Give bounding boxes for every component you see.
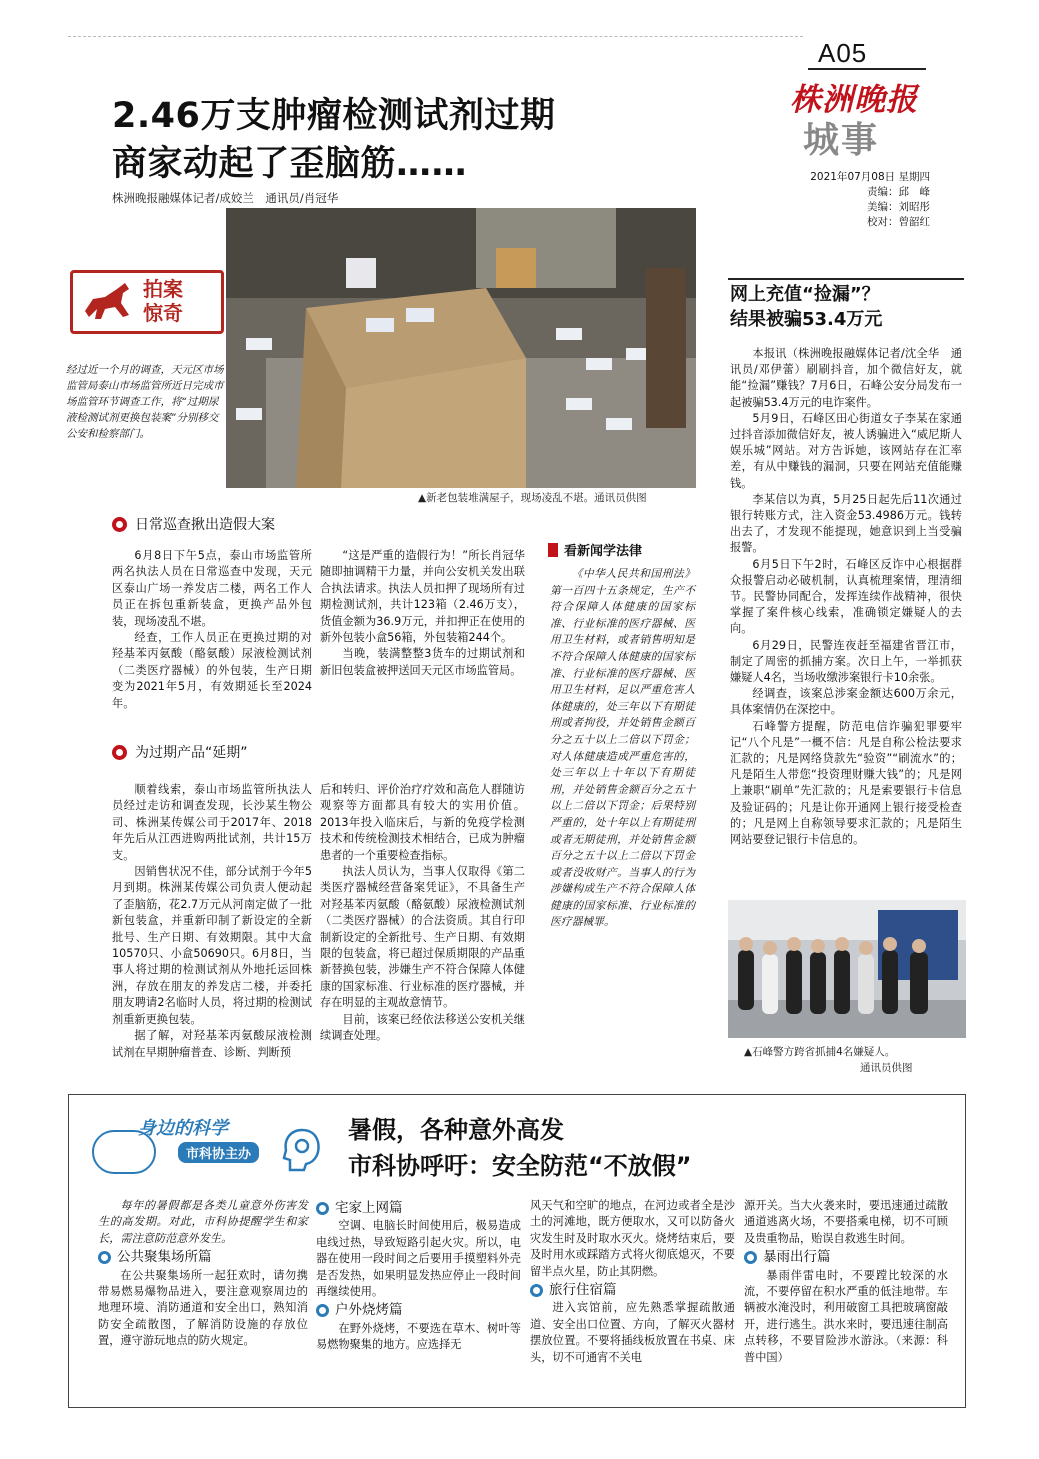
paragraph: 石峰警方提醒，防范电信诈骗犯罪要牢记“八个凡是”一概不信：凡是自称公检法要求汇款的；凡是网络贷款先“验资”“刷流水”的；凡是陌生人带您“投资理财赚大钱”的；凡是网上兼职“刷单”先汇款的；凡是索要银行卡信息及验证码的；凡是让你开通网上银行接受检查的；凡是网上自称领导要求汇款的；凡是陌生网站要登记银行卡信息的。 bbox=[730, 719, 962, 847]
sec2-column-2 bbox=[320, 782, 525, 1045]
law-header-text: 看新闻学法律 bbox=[564, 544, 643, 559]
main-headline-line1: 2.46万支肿瘤检测试剂过期 bbox=[112, 96, 556, 136]
main-byline: 株洲晚报融媒体记者/成姣兰 通讯员/肖冠华 bbox=[112, 191, 339, 205]
paragraph: 后和转归、评价治疗疗效和高危人群随访观察等方面都具有较大的实用价值。2013年投入临床后，与新的免疫学检测技术和传统检测技术相结合，已成为肿瘤患者的一个重要检查指标。 bbox=[320, 783, 525, 862]
horse-icon bbox=[79, 277, 139, 327]
case-stamp bbox=[70, 270, 224, 334]
box-intro: 每年的暑假都是各类儿童意外伤害发生的高发期。对此，市科协提醒学生和家长，需注意防范意外发生。 bbox=[98, 1199, 308, 1245]
bullet-icon bbox=[530, 1284, 543, 1297]
designer-credit: 美编：刘昭彤 bbox=[867, 201, 930, 213]
subhead-public-text: 公共聚集场所篇 bbox=[117, 1249, 212, 1266]
side-headline bbox=[730, 282, 950, 332]
publish-date: 2021年07月08日 星期四 bbox=[810, 171, 930, 183]
subhead-1 bbox=[112, 514, 275, 534]
sec2-column-1 bbox=[112, 782, 312, 1061]
sec1-column-1 bbox=[112, 548, 312, 712]
paragraph: 执法人员认为，当事人仅取得《第二类医疗器械经营备案凭证》，不具备生产对羟基苯丙氨酸（酪氨酸）尿液检测试剂（二类医疗器械）的合法资质。其自行印制新设定的全新批号、生产日期、有效期限的包装盒，将已超过保质期限的产品重新替换包装，涉嫌生产不符合保障人体健康的国家标准、行业标准的医疗器械，并存在明显的主观故意情节。 bbox=[320, 865, 525, 1010]
bullet-icon bbox=[98, 1251, 111, 1264]
science-logo-title: 身边的科学 bbox=[138, 1118, 228, 1139]
law-text bbox=[550, 566, 695, 931]
subhead-bbq bbox=[316, 1302, 521, 1318]
side-body bbox=[730, 346, 962, 848]
editor-credit: 责编：邱 峰 bbox=[867, 186, 930, 198]
boxes-scene-illustration bbox=[226, 208, 696, 488]
main-lead: 经过近一个月的调查，天元区市场监管局泰山市场监管所近日完成市场监管环节调查工作，将“过期尿液检测试剂更换包装案”分别移交公安和检察部门。 bbox=[66, 364, 224, 440]
subhead-public bbox=[98, 1249, 308, 1265]
paragraph: 在野外烧烤，不要选在草木、树叶等易燃物聚集的地方。应选择无 bbox=[316, 1321, 521, 1352]
subhead-storm bbox=[744, 1249, 948, 1265]
main-photo bbox=[226, 208, 696, 488]
head-gear-icon bbox=[282, 1128, 322, 1174]
paragraph: 6月5日下午2时，石峰区反诈中心根据群众报警启动必破机制，认真梳理案情，理清细节。民警协同配合，发挥连续作战精神，很快掌握了案件核心线索，准确锁定嫌疑人的去向。 bbox=[730, 557, 962, 636]
bullet-icon bbox=[112, 517, 127, 532]
stamp-text bbox=[143, 277, 183, 325]
box-column-1 bbox=[98, 1198, 308, 1350]
paragraph: 暴雨伴雷电时，不要蹚比较深的水流，不要停留在积水严重的低洼地带。车辆被水淹没时，利用破窗工具把玻璃窗敲开，进行逃生。洪水来时，要迅速往制高点转移，不要冒险涉水游泳。（来源：科普中国） bbox=[744, 1268, 948, 1364]
section-title: 城事 bbox=[803, 119, 880, 161]
bullet-icon bbox=[316, 1202, 329, 1215]
paragraph: 进入宾馆前，应先熟悉掌握疏散通道、安全出口位置、方向，了解灭火器材摆放位置。不要将插线板放置在书桌、床头，切不可通宵不关电 bbox=[530, 1301, 735, 1364]
side-headline-line1: 网上充值“捡漏”？ bbox=[730, 284, 880, 305]
stamp-left-text: 拍案 bbox=[143, 277, 183, 301]
paragraph: 在公共聚集场所一起狂欢时，请勿携带易燃易爆物品进入，要注意观察周边的地理环境、消防通道和安全出口，熟知消防安全疏散图，了解消防设施的存放位置，遵守游玩地点的防火规定。 bbox=[98, 1268, 308, 1348]
side-photo bbox=[728, 900, 966, 1038]
side-headline-line2: 结果被骗53.4万元 bbox=[730, 309, 883, 330]
paragraph: 本报讯（株洲晚报融媒体记者/沈全华 通讯员/邓伊蕾）刷刷抖音，加个微信好友，就能“捡漏”赚钱？7月6日，石峰公安分局发布一起被骗53.4万元的电诈案件。 bbox=[730, 347, 962, 409]
subhead-hotel bbox=[530, 1282, 735, 1298]
main-photo-caption: ▲新老包装堆满屋子，现场凌乱不堪。通讯员供图 bbox=[418, 492, 647, 504]
side-headline-rule bbox=[728, 278, 964, 280]
stamp-right-text: 惊奇 bbox=[143, 301, 183, 325]
box-column-4 bbox=[744, 1198, 948, 1366]
paragraph: 因销售状况不佳，部分试剂于今年5月到期。株洲某传媒公司负责人便动起了歪脑筋，花2.7万元从河南定做了一批新包装盒，并重新印制了新设定的全新批号、生产日期、有效期限。其中大盒10570只、小盒50690只。6月8日，当事人将过期的检测试剂从外地托运回株洲，存放在朋友的养发店二楼，并委托朋友聘请2名临时人员，将过期的检测试剂重新更换包装。 bbox=[112, 865, 312, 1026]
subhead-2 bbox=[112, 742, 248, 762]
side-photo-credit: 通讯员供图 bbox=[860, 1062, 913, 1074]
paragraph: 空调、电脑长时间使用后，极易造成电线过热，导致短路引起火灾。所以，电器在使用一段时间之后要用手摸塑料外壳是否发热，如果明显发热应停止一段时间再继续使用。 bbox=[316, 1219, 521, 1299]
law-flag-icon bbox=[548, 543, 558, 557]
subhead-home bbox=[316, 1200, 521, 1216]
main-headline-line2: 商家动起了歪脑筋…… bbox=[112, 144, 468, 184]
paragraph: 顺着线索，泰山市场监管所执法人员经过走访和调查发现，长沙某生物公司、株洲某传媒公司于2017年、2018年先后从江西进购两批试剂，共计15万支。 bbox=[112, 783, 312, 862]
box-column-3 bbox=[530, 1198, 735, 1366]
top-rule bbox=[68, 36, 803, 37]
paragraph: 当晚，装满整整3货车的过期试剂和新旧包装盒被押送回天元区市场监管局。 bbox=[320, 647, 525, 677]
paragraph: 6月8日下午5点，泰山市场监管所两名执法人员在日常巡查中发现，天元区泰山广场一养发店二楼，两名工作人员正在拆包重新装盒，更换产品外包装，现场凌乱不堪。 bbox=[112, 549, 312, 628]
science-logo-sub: 市科协主办 bbox=[178, 1142, 259, 1163]
subhead-storm-text: 暴雨出行篇 bbox=[763, 1249, 831, 1266]
science-logo bbox=[92, 1108, 320, 1182]
paragraph: 李某信以为真，5月25日起先后11次通过银行转账方式，注入资金53.4986万元。钱转出去了，才发现不能提现，她意识到上当受骗报警。 bbox=[730, 492, 962, 555]
paragraph: 《中华人民共和国刑法》第一百四十五条规定，生产不符合保障人体健康的国家标准、行业标准的医疗器械、医用卫生材料，或者销售明知是不符合保障人体健康的国家标准、行业标准的医疗器械、医用卫生材料，足以严重危害人体健康的，处三年以下有期徒刑或者拘役，并处销售金额百分之五十以上二倍以下罚金；对人体健康造成严重危害的，处三年以上十年以下有期徒刑，并处销售金额百分之五十以上二倍以下罚金；后果特别严重的，处十年以上有期徒刑或者无期徒刑，并处销售金额百分之五十以上二倍以下罚金或者没收财产。当事人的行为涉嫌构成生产不符合保障人体健康的国家标准、行业标准的医疗器械罪。 bbox=[550, 567, 695, 929]
paragraph: 源开关。当大火袭来时，要迅速通过疏散通道逃离火场，不要搭乘电梯，切不可顾及贵重物品，贻误自救逃生时间。 bbox=[744, 1199, 948, 1245]
sec1-column-2 bbox=[320, 548, 525, 679]
subhead-1-text: 日常巡查揪出造假大案 bbox=[135, 517, 275, 533]
bullet-icon bbox=[316, 1304, 329, 1317]
masthead-logo: 株洲晚报 bbox=[790, 82, 918, 118]
paragraph: 5月9日，石峰区田心街道女子李某在家通过抖音添加微信好友，被人诱骗进入“威尼斯人娱乐城”网站。对方告诉她，该网站存在汇率差，有从中赚钱的漏洞，只要在网站充值能赚钱。 bbox=[730, 411, 962, 490]
bullet-icon bbox=[744, 1251, 757, 1264]
science-headline bbox=[348, 1112, 692, 1184]
science-headline-line1: 暑假，各种意外高发 bbox=[348, 1116, 564, 1144]
paragraph: 据了解，对羟基苯丙氨酸尿液检测试剂在早期肿瘤普查、诊断、判断预 bbox=[112, 1029, 312, 1059]
suspects-group-illustration bbox=[728, 900, 966, 1038]
box-column-2 bbox=[316, 1198, 521, 1354]
side-photo-caption: ▲石峰警方跨省抓捕4名嫌疑人。 bbox=[744, 1046, 896, 1058]
paragraph: 目前，该案已经依法移送公安机关继续调查处理。 bbox=[320, 1012, 525, 1043]
subhead-hotel-text: 旅行住宿篇 bbox=[549, 1282, 617, 1299]
subhead-bbq-text: 户外烧烤篇 bbox=[335, 1302, 403, 1319]
science-headline-line2: 市科协呼吁：安全防范“不放假” bbox=[348, 1152, 692, 1180]
law-header bbox=[548, 540, 642, 559]
subhead-2-text: 为过期产品“延期” bbox=[135, 745, 248, 761]
subhead-home-text: 宅家上网篇 bbox=[335, 1200, 403, 1216]
paragraph: 6月29日，民警连夜赶至福建省晋江市，制定了周密的抓捕方案。次日上午，一举抓获嫌疑人4名，当场收缴涉案银行卡10余张。 bbox=[730, 638, 962, 685]
main-headline bbox=[112, 92, 555, 188]
page-meta bbox=[790, 170, 930, 230]
proof-credit: 校对：曾韶红 bbox=[867, 216, 930, 228]
page-number-rule bbox=[808, 68, 926, 70]
bullet-icon bbox=[112, 745, 127, 760]
paragraph: 风天气和空旷的地点，在河边或者全是沙土的河滩地，既方便取水，又可以防备火灾发生时及时取水灭火。烧烤结束后，要及时用水或踩踏方式将火彻底熄灭，不要留半点火星，防止其阴燃。 bbox=[530, 1199, 735, 1278]
paragraph: “这是严重的造假行为！”所长肖冠华随即抽调精干力量，并向公安机关发出联合执法请求。执法人员扣押了现场所有过期检测试剂，共计123箱（2.46万支），货值金额为36.9万元，并扣押正在使用的新外包装小盒56箱，外包装箱244个。 bbox=[320, 549, 525, 645]
paragraph: 经调查，该案总涉案金额达600万余元，具体案情仍在深挖中。 bbox=[730, 687, 962, 717]
page-number: A05 bbox=[818, 38, 868, 68]
paragraph: 经查，工作人员正在更换过期的对羟基苯丙氨酸（酪氨酸）尿液检测试剂（二类医疗器械）的外包装，生产日期变为2021年5月，有效期延长至2024年。 bbox=[112, 631, 312, 710]
